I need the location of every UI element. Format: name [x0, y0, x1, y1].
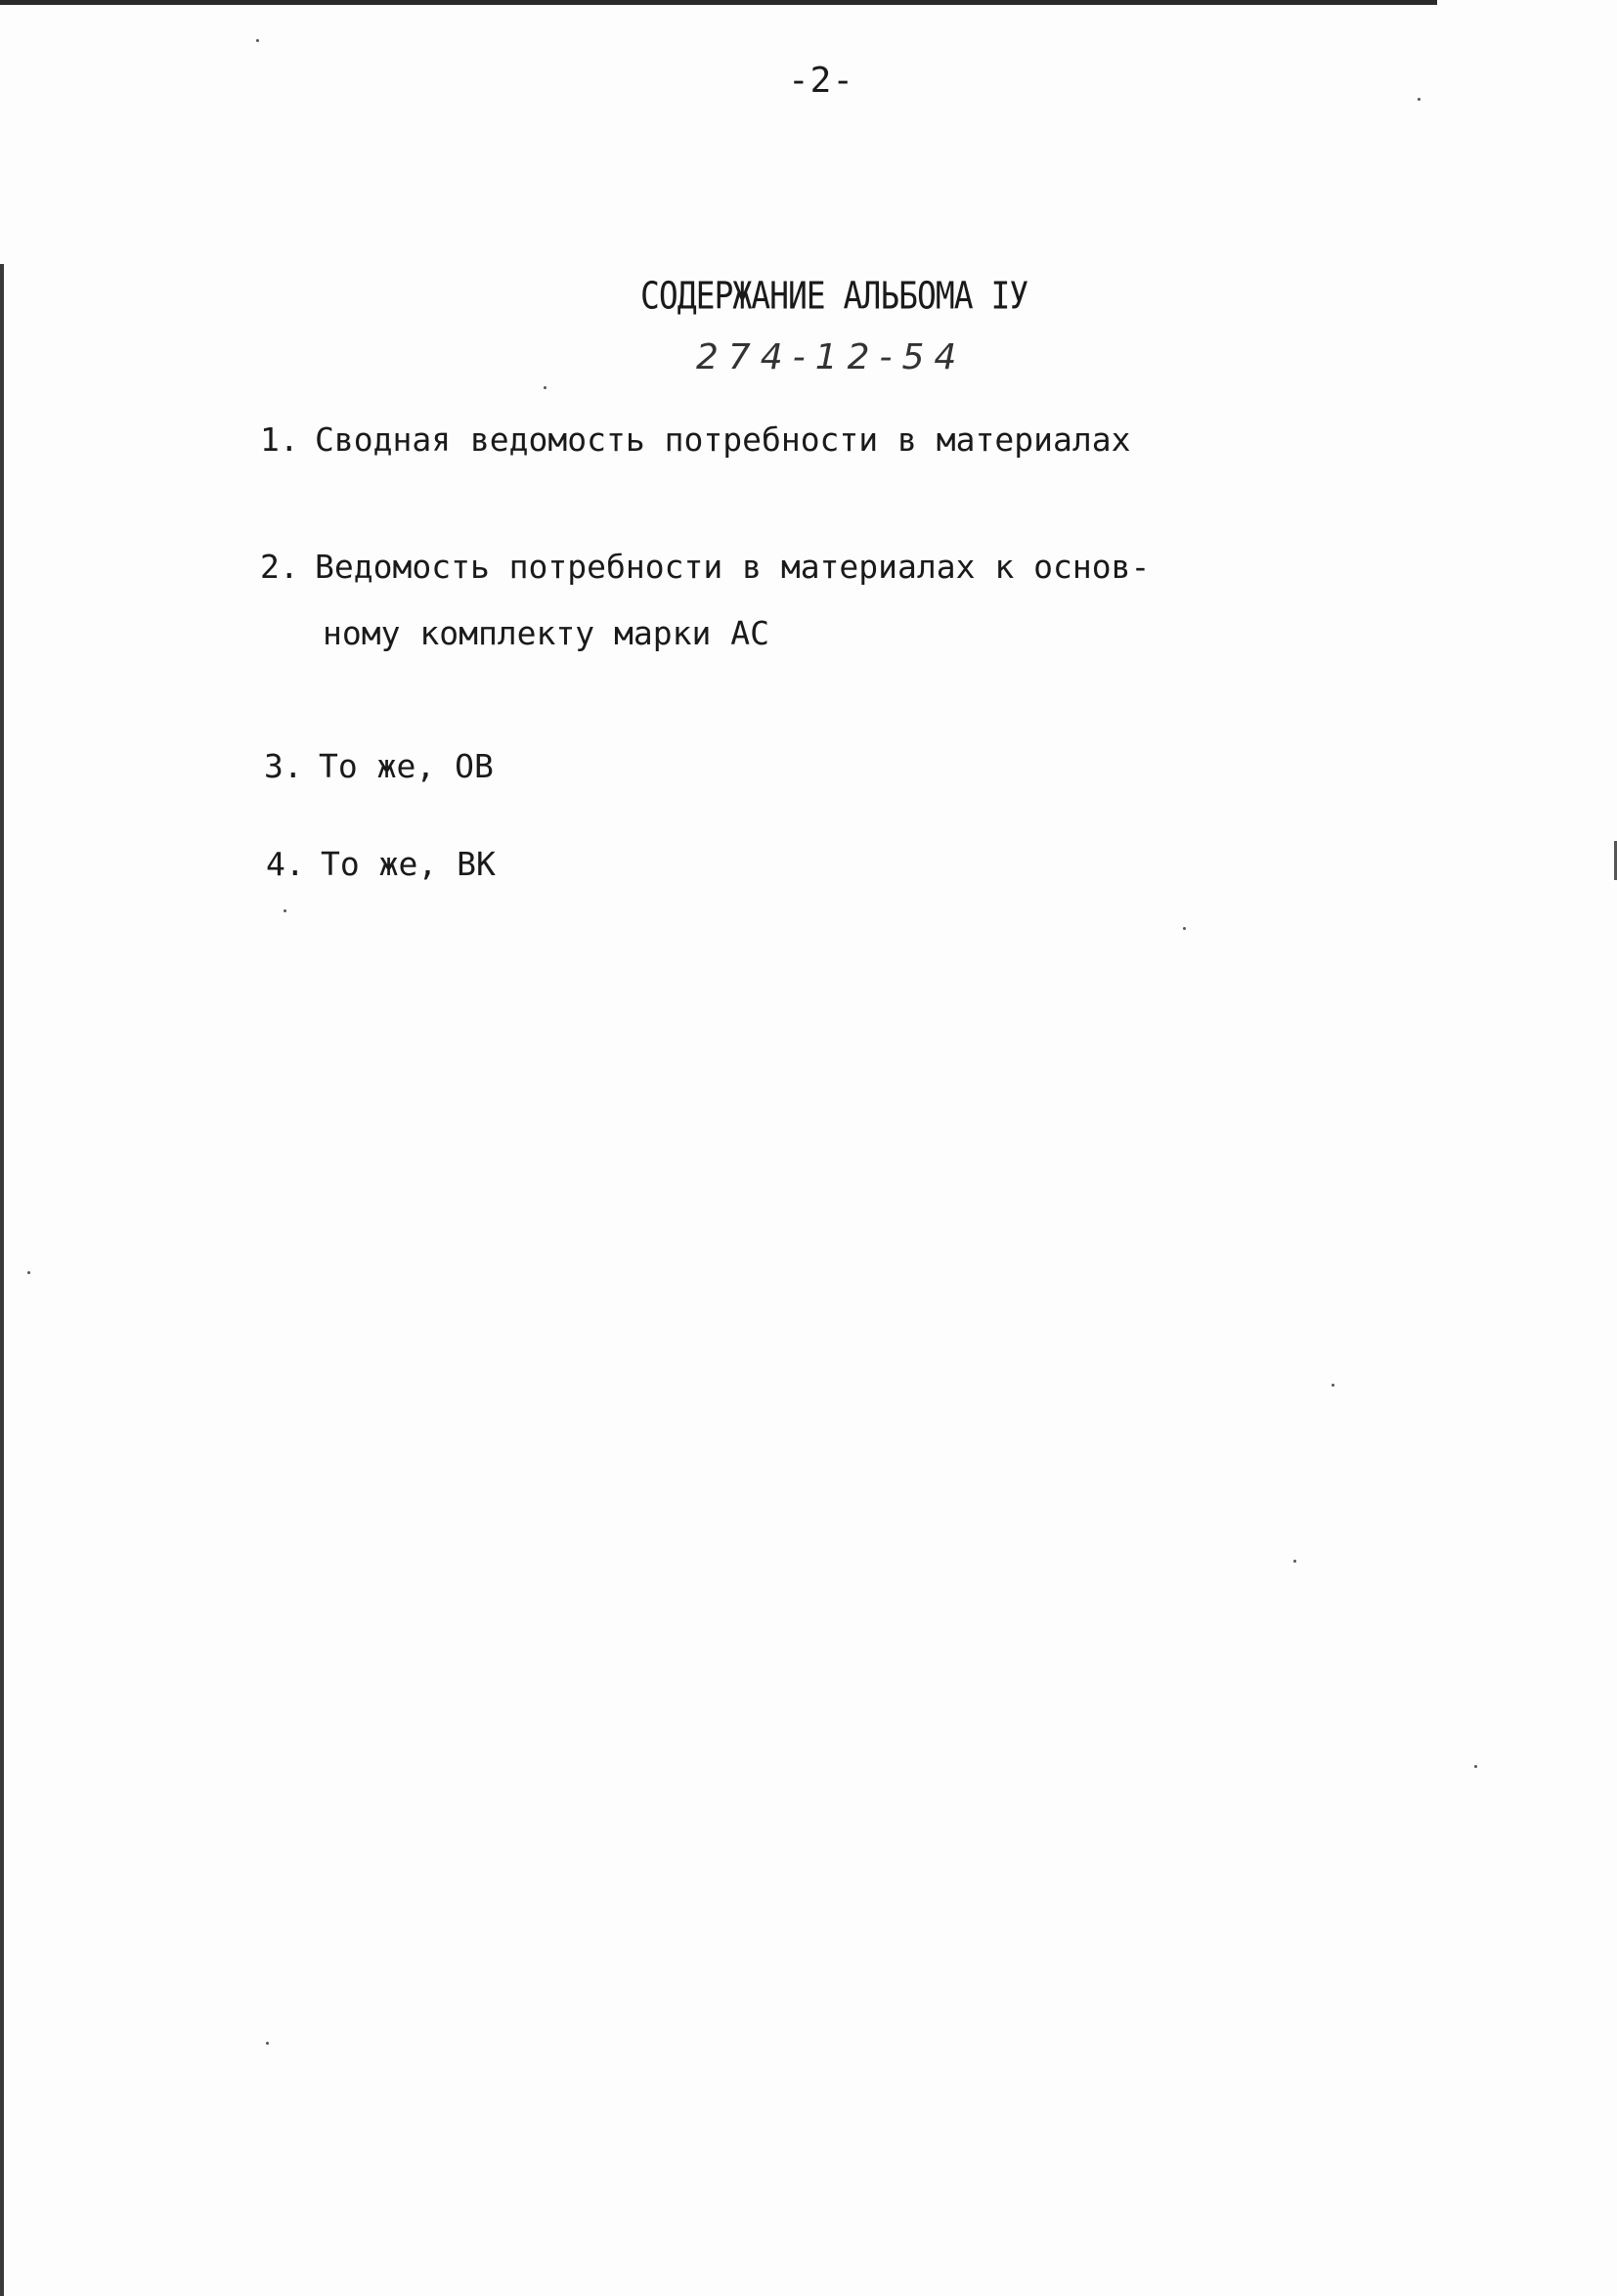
- toc-item-1: [260, 409, 1130, 471]
- toc-item-2-continuation: ному комплекту марки АС: [323, 614, 769, 652]
- scan-speck: [544, 386, 546, 389]
- scan-speck: [256, 39, 259, 42]
- toc-item-text: Ведомость потребности в материалах к основ-: [315, 548, 1151, 586]
- toc-item-text: Сводная ведомость потребности в материалах: [315, 420, 1131, 459]
- toc-item-4: [266, 833, 496, 896]
- scan-speck: [1332, 1384, 1334, 1387]
- scan-speck: [266, 2042, 269, 2045]
- toc-item-number: 4.: [266, 845, 305, 883]
- scan-speck: [1474, 1765, 1477, 1768]
- scan-speck: [1183, 927, 1186, 930]
- scan-speck: [1418, 98, 1420, 101]
- scan-speck: [1293, 1560, 1296, 1563]
- handwritten-code: 274-12-54: [696, 337, 967, 377]
- toc-item-number: 1.: [260, 420, 299, 459]
- toc-item-number: 3.: [264, 747, 303, 785]
- scan-speck: [27, 1271, 30, 1274]
- page-title: СОДЕРЖАНИЕ АЛЬБОМА IУ: [640, 274, 1028, 318]
- scan-edge-top: [0, 0, 1437, 5]
- toc-item-text: То же, ВК: [321, 845, 496, 883]
- toc-item-2: [260, 536, 1150, 598]
- toc-item-number: 2.: [260, 548, 299, 586]
- scan-speck: [284, 909, 286, 912]
- page-number: -2-: [787, 61, 855, 101]
- toc-item-3: [264, 735, 494, 798]
- scan-edge-left: [0, 264, 4, 2296]
- toc-item-text: То же, ОВ: [319, 747, 494, 785]
